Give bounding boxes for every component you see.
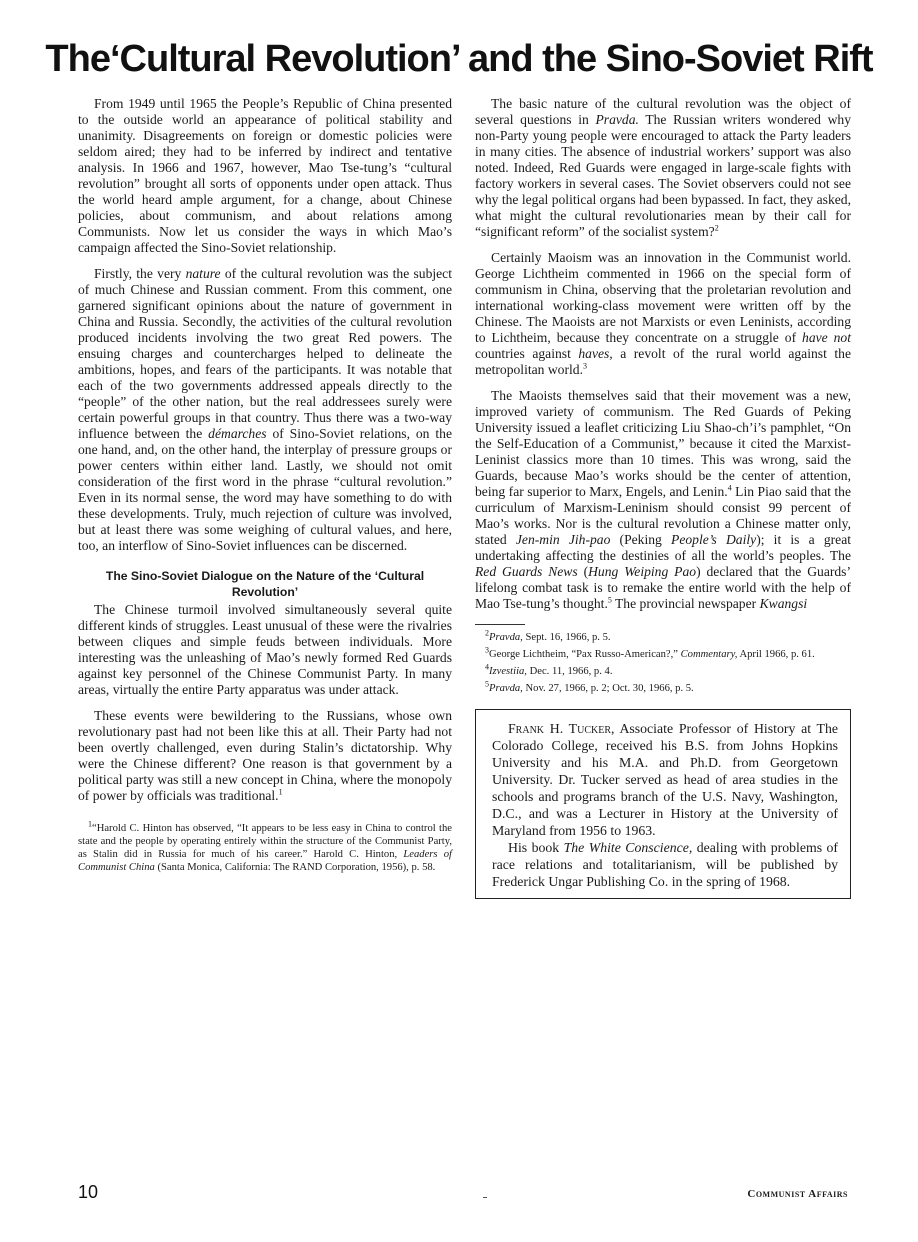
footnote: $^3$George Lichtheim, “Pax Russo-American?,” Commentary, April 1966, p. 61. <box>485 645 815 660</box>
footnote-rule <box>475 624 525 625</box>
publication-name: Communist Affairs <box>747 1188 848 1200</box>
footnote: $^1$“Harold C. Hinton has observed, “It appears to be less easy in China to control the state and the people by operating entirely within the structure of the Communist Party, as Stalin did in Russia for much of his career.” Harold C. Hinton, Leaders of Communist China (Santa Monica, California: The RAND Corporation, 1956), p. 58. <box>78 819 452 873</box>
author-bio: Frank H. Tucker, Associate Professor of History at The Colorado College, received his B.S. from Johns Hopkins University and his M.A. and Ph.D. from Georgetown University. Dr. Tucker served as head of area studies in the schools and programs branch of the U.S. Navy, Washington, D.C., and was a Lecturer in History at the University of Maryland from 1956 to 1963. <box>492 721 838 838</box>
paragraph: From 1949 until 1965 the People’s Republic of China presented to the outside world an appearance of political stability and unanimity. Disagreements on foreign or domestic policies were seldom aired; they had to be inferred by indirect and tentative analysis. In 1966 and 1967, however, Mao Tse-tung’s “cultural revolution” brought all sorts of opponents under open attack. Thus the world heard ample argument, for a change, about Chinese policies, about communism, and about relations among Communists. Now let us consider the ways in which Mao’s campaign affected the Sino-Soviet relationship. <box>78 96 452 255</box>
page-number: 10 <box>78 1182 99 1202</box>
footnote-ref: 3 <box>582 361 587 371</box>
footnote-ref: 2 <box>714 223 719 233</box>
author-name: Frank H. Tucker, <box>508 721 615 736</box>
paragraph: The basic nature of the cultural revolution was the object of several questions in Pravda. The Russian writers wondered why non-Party young people were encouraged to attack the Party leaders in many cities. The absence of industrial workers’ support was also noted. Indeed, Red Guards were engaged in large-scale fights with factory workers in several cases. The Soviet observers could not see why the legal political organs had been bypassed. In fact, they asked, what might the cultural revolutionaries mean by their call for “significant reform” of the socialist system?$^2$ <box>475 96 851 239</box>
footnote: $^4$Izvestiia, Dec. 11, 1966, p. 4. <box>485 662 613 677</box>
footnote-ref: 1 <box>278 787 283 797</box>
right-column <box>475 96 851 899</box>
section-heading: The Sino-Soviet Dialogue on the Nature of the ‘Cultural Revolution’ <box>105 569 425 599</box>
divider-mark <box>483 1197 487 1198</box>
author-book-note: His book The White Conscience, dealing with problems of race relations and totalitarianism, will be published by Frederick Ungar Publishing Co. in the spring of 1968. <box>492 840 838 889</box>
article-title: The‘Cultural Revolution’ and the Sino-Soviet Rift <box>45 38 873 80</box>
author-bio-box <box>475 709 851 899</box>
footnote: $^2$Pravda, Sept. 16, 1966, p. 5. <box>485 628 611 643</box>
footnote-ref: 5 <box>607 595 612 605</box>
paragraph: The Maoists themselves said that their movement was a new, improved variety of communism. The Red Guards of Peking University issued a leaflet criticizing Liu Shao-ch’i’s pamphlet, “On the Self-Education of a Communist,” because it cited the Marxist-Leninist classics more than 10 times. This was wrong, said the Guards, because Mao’s works should be the center of attention, being far superior to Marx, Engels, and Lenin.$^4$ Lin Piao said that the curriculum of Marxism-Leninism should consist 99 percent of Mao’s works. Nor is the cultural revolution a Chinese matter only, stated Jen-min Jih-pao (Peking People’s Daily); it is a great undertaking affecting the destinies of all the world’s peoples. The Red Guards News (Hung Weiping Pao) declared that the Guards’ lifelong combat task is to remake the entire world with the help of Mao Tse-tung’s thought.$^5$ The provincial newspaper Kwangsi <box>475 388 852 611</box>
paragraph: The Chinese turmoil involved simultaneously several quite different kinds of struggles. Least unusual of these were the rivalries between cliques and simple feuds between individuals. More interesting was the unleashing of Mao’s newly formed Red Guards against key personnel of the Chinese Communist Party. In many areas, virtually the entire Party apparatus was under attack. <box>78 602 452 697</box>
footnotes <box>475 624 851 695</box>
footnote: $^5$Pravda, Nov. 27, 1966, p. 2; Oct. 30, 1966, p. 5. <box>485 679 694 694</box>
paragraph: Firstly, the very nature of the cultural revolution was the subject of much Chinese and Russian comment. From this comment, one garnered significant opinions about the nature of government in China and Russia. Secondly, the activities of the cultural revolution produced incidents involving the two great Red powers. The ensuing charges and countercharges helped to delineate the ambitions, hopes, and fears of the participants. It was notable that each of the two governments addressed appeals directly to the “people” of the other nation, but the real addressees surely were certain powerful groups in that country. Thus there was a two-way influence between the démarches of Sino-Soviet relations, on the one hand, and, on the other hand, the interplay of pressure groups or power centers within either land. Lastly, we should not omit consideration of the first word in the phrase “cultural revolution.” Even in its normal sense, the word may have something to do with these developments. Truly, much rejection of culture was involved, but at least there was some weighing of cultural values, and here, too, an interflow of Sino-Soviet influences can be discerned. <box>78 266 452 553</box>
footnote-ref: 4 <box>727 483 732 493</box>
paragraph: These events were bewildering to the Russians, whose own revolutionary past had not been like this at all. Their Party had not been overtly challenged, even during Stalin’s dictatorship. Why were the Chinese different? One reason is that government by a political party was still a new concept in China, where the monopoly of power by officials was traditional.$^1$ <box>78 708 452 803</box>
left-column <box>78 96 452 878</box>
paragraph: Certainly Maoism was an innovation in the Communist world. George Lichtheim commented in 1966 on the special form of communism in China, observing that the proletarian revolution and international working-class movement were written off by the Chinese. The Maoists are not Marxists or even Leninists, according to Lichtheim, because they concentrate on a struggle of have not countries against haves, a revolt of the rural world against the metropolitan world.$^3$ <box>475 250 851 377</box>
